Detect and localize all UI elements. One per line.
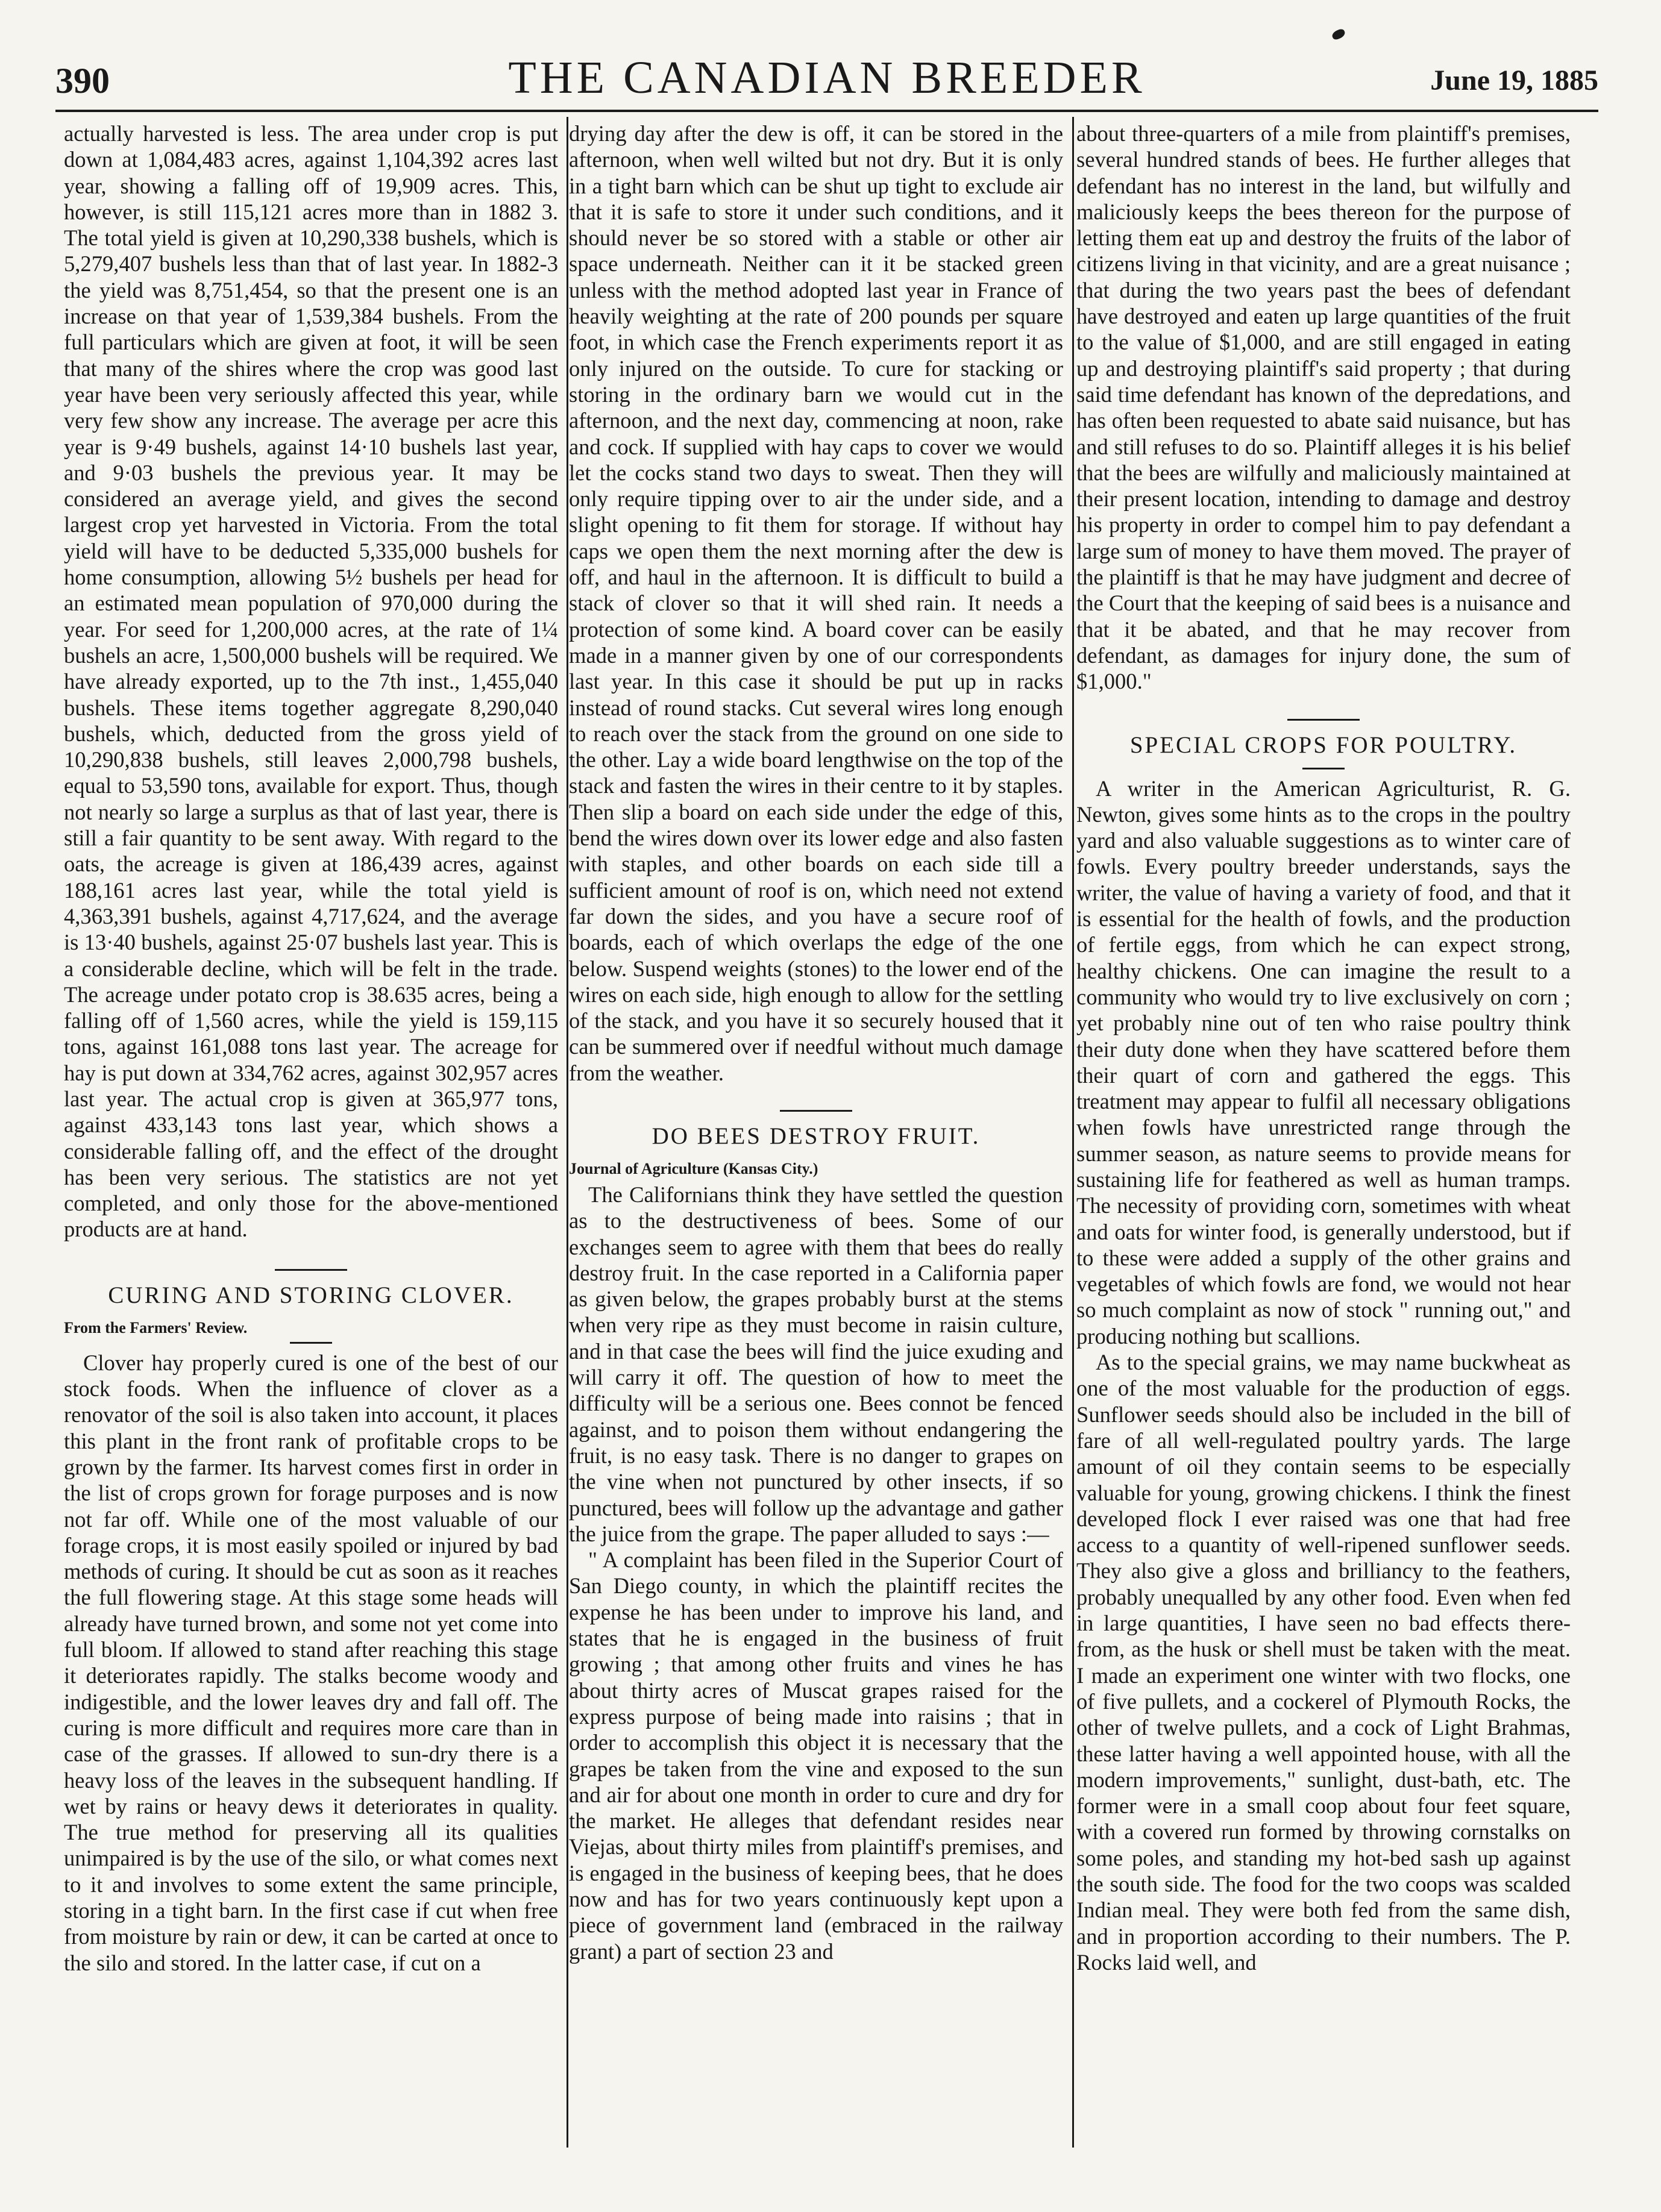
bees-complaint-continuation: about three-quarters of a mile from plaintiff's premises, several hundred stands of bees. He further alleges that defendant has no interest in the land, but wilfully and maliciously keeps the bees thereon for the purpose of letting them eat up and destroy the fruits of the labor of citizens living in that vicinity, and are a great nuisance ; that during the two years past the bees of defendant have destroyed and eaten up large quantities of the fruit to the value of $1,000, and are still engaged in eating up and destroying plaintiff's said property ; that during said time defendant has known of the depredations, and has often been requested to abate said nuisance, but has and still refuses to do so. Plaintiff alleges it is his belief that the bees are wilfully and maliciously maintained at their present location, intending to damage and destroy his property in order to compel him to pay defendant a large sum of money to have them moved. The prayer of the plaintiff is that he may have judgment and decree of the Court that the keeping of said bees is a nuisance and that it be abated, and that he may recover from defendant, as damages for injury done, the sum of $1,000."	[1076, 121, 1571, 694]
column-rule-2	[1072, 117, 1074, 2148]
masthead-title: THE CANADIAN BREEDER	[508, 52, 1146, 103]
clover-article-source: From the Farmers' Review.	[64, 1318, 248, 1336]
victoria-crops-paragraph: actually harvested is less. The area under crop is put down at 1,084,483 acres, against 1,104,392 acres last year, showing a falling off of 19,909 acres. This, however, is still 115,121 acres more than in 1882 3. The total yield is given at 10,290,338 bushels, which is 5,279,407 bushels less than that of last year. In 1882-3 the yield was 8,751,454, so that the present one is an increase on that year of 1,539,384 bushels. From the full particulars which are given at foot, it will be seen that many of the shires where the crop was good last year have been very seriously affected this year, while very few show any increase. The average per acre this year is 9·49 bushels, against 14·10 bushels last year, and 9·03 bushels the previous year. It may be considered an average yield, and gives the second largest crop yet harvested in Victoria. From the total yield will have to be deducted 5,335,000 bushels for home consumption, allowing 5½ bushels per head for an estimated mean population of 970,000 during the year. For seed for 1,200,000 acres, at the rate of 1¼ bushels an acre, 1,500,000 bushels will be required. We have already exported, up to the 7th inst., 1,455,040 bushels. These items together aggregate 8,290,040 bushels, which, deducted from the gross yield of 10,290,838 bushels, still leaves 2,000,798 bushels, equal to 53,590 tons, available for export. Thus, though not nearly so large a surplus as that of last year, there is still a fair quantity to be sent away. With regard to the oats, the acreage is given at 186,439 acres, against 188,161 acres last year, while the total yield is 4,363,391 bushels, against 4,717,624, and the average is 13·40 bushels, against 25·07 bushels last year. This is a considerable decline, which will be felt in the trade. The acreage under potato crop is 38.635 acres, being a falling off of 1,560 acres, while the yield is 159,115 tons, against 161,088 tons last year. The acreage for hay is put down at 334,762 acres, against 302,957 acres last year. The actual crop is given at 365,977 tons, against 433,143 tons last year, which shows a considerable falling off, and the effect of the drought has been very serious. The statistics are not yet completed, and only those for the above-mentioned products are at hand.	[64, 121, 558, 1242]
poultry-paragraph-2: As to the special grains, we may name buckwheat as one of the most valuable for the production of eggs. Sunflower seeds should also be included in the bill of fare of all well-regulated poultry yards. The large amount of oil they contain seems to be especially valuable for young, growing chickens. I think the finest developed flock I ever raised was one that had free access to a quantity of well-ripened sunflower seeds. They also give a gloss and brilliancy to the feathers, probably unequalled by any other food. Even when fed in large quantities, I have seen no bad effects there-from, as the husk or shell must be taken with the meat. I made an experiment one winter with two flocks, one of five pullets, and a cockerel of Plymouth Rocks, the other of twelve pullets, and a cock of Light Brahmas, these latter having a well appointed house, with all the modern improvements," sunlight, dust-bath, etc. The former were in a small coop about four feet square, with a covered run formed by throwing cornstalks on some poles, and standing my hot-bed sash up against the south side. The food for the two coops was scalded Indian meal. They were both fed from the same dish, and in proportion according to their numbers. The P. Rocks laid well, and	[1076, 1350, 1571, 1975]
byline-rule	[290, 1342, 332, 1344]
issue-date: June 19, 1885	[1430, 64, 1598, 96]
page-number: 390	[55, 61, 110, 101]
bees-article-heading: DO BEES DESTROY FRUIT.	[652, 1123, 981, 1149]
column-rule-1	[567, 117, 568, 2148]
bees-article-source: Journal of Agriculture (Kansas City.)	[569, 1159, 818, 1177]
poultry-article-heading: SPECIAL CROPS FOR POULTRY.	[1129, 732, 1518, 758]
clover-article-heading: CURING AND STORING CLOVER.	[108, 1282, 514, 1308]
ink-blot	[1331, 28, 1346, 41]
section-rule	[1287, 719, 1360, 721]
section-rule	[780, 1110, 852, 1112]
column-1	[64, 121, 558, 2187]
column-2	[569, 121, 1063, 2187]
header-rule	[55, 110, 1598, 112]
clover-paragraph: Clover hay properly cured is one of the best of our stock foods. When the influence of clover as a renovator of the soil is also taken into account, it places this plant in the front rank of profitable crops to be grown by the farmer. Its harvest comes first in order in the list of crops grown for forage purposes and is now not far off. While one of the most valuable of our forage crops, it is most easily spoiled or injured by bad methods of curing. It should be cut as soon as it reaches the full flowering stage. At this stage some heads will already have turned brown, and some not yet come into full bloom. If allowed to stand after reaching this stage it deteriorates rapidly. The stalks become woody and indigestible, and the lower leaves dry and fall off. The curing is more difficult and requires more care than in case of the grasses. If allowed to sun-dry there is a heavy loss of the leaves in the subsequent handling. If wet by rains or heavy dews it deteriorates in quality. The true method for preserving all its qualities unimpaired is by the use of the silo, or what comes next to it and involves to some extent the same principle, storing in a tight barn. In the first case if cut when free from moisture by rain or dew, it can be carted at once to the silo and stored. In the latter case, if cut on a	[64, 1350, 558, 1975]
clover-continuation-paragraph: drying day after the dew is off, it can be stored in the afternoon, when well wilted but not dry. But it is only in a tight barn which can be shut up tight to exclude air that it is safe to store it under such conditions, and it should never be so stored with a stable or other air space underneath. Neither can it it be stacked green unless with the method adopted last year in France of heavily weighting at the rate of 200 pounds per square foot, in which case the French experiments report it as only injured on the outside. To cure for stacking or storing in the ordinary barn we would cut in the afternoon, and the next day, commencing at noon, rake and cock. If supplied with hay caps to cover we would let the cocks stand two days to sweat. Then they will only require tipping over to air the under side, and a slight opening to fit them for storage. If without hay caps we open them the next morning after the dew is off, and haul in the afternoon. It is difficult to build a stack of clover so that it will shed rain. It needs a protection of some kind. A board cover can be easily made in a manner given by one of our correspondents last year. In this case it should be put up in racks instead of round stacks. Cut several wires long enough to reach over the stack from the ground on one side to the other. Lay a wide board lengthwise on the top of the stack and fasten the wires in their centre to it by staples. Then slip a board on each side under the edge of this, bend the wires down over its lower edge and also fasten with staples, and other boards on each side till a sufficient amount of roof is on, which need not extend far down the sides, and you have a secure roof of boards, each of which overlaps the edge of the one below. Suspend weights (stones) to the lower end of the wires on each side, high enough to allow for the settling of the stack, and you have it so securely housed that it can be summered over if needful without much damage from the weather.	[569, 121, 1063, 1085]
column-3	[1076, 121, 1571, 2187]
section-rule	[275, 1269, 347, 1271]
bees-intro-paragraph: The Californians think they have settled the question as to the destructiveness of bees. Some of our exchanges seem to agree with them that bees do really destroy fruit. In the case reported in a California paper as given below, the grapes probably burst at the stems when very ripe as they must become in raisin culture, and in that case the bees will find the juice exuding and will carry it off. The question of how to meet the difficulty will be a serious one. Bees connot be fenced against, and to poison them without endangering the fruit, is no easy task. There is no danger to grapes on the vine when not punctured by other insects, if so punctured, bees will follow up the advantage and gather the juice from the grape. The paper alluded to says :—	[569, 1182, 1063, 1546]
poultry-paragraph-1: A writer in the American Agriculturist, R. G. Newton, gives some hints as to the crops in the poultry yard and also valuable suggestions as to winter care of fowls. Every poultry breeder understands, says the writer, the value of having a variety of food, and that it is essential for the health of fowls, and the production of fertile eggs, from which he can expect strong, healthy chickens. One can imagine the result to a community who would try to live exclusively on corn ; yet probably nine out of ten who raise poultry think their duty done when they have scattered before them their quart of corn and gathered the eggs. This treatment may appear to fulfil all necessary obligations when fowls have unrestricted range through the summer season, as nature seems to provide means for sustaining life for feathered as well as human tramps. The necessity of providing corn, sometimes with wheat and oats for winter food, is generally understood, but if to these were added a supply of the other grains and vegetables of which fowls are fond, we would not hear so much complaint as now of stock " running out," and producing nothing but scallions.	[1076, 775, 1571, 1349]
heading-rule	[1302, 768, 1345, 769]
bees-complaint-paragraph: " A complaint has been filed in the Superior Court of San Diego county, in which the plaintiff recites the expense he has been under to improve his land, and states that he is engaged in the business of fruit growing ; that among other fruits and vines he has about thirty acres of Muscat grapes raised for the express purpose of being made into raisins ; that in order to accomplish this object it is necessary that the grapes be taken from the vine and exposed to the sun and air for about one month in order to cure and dry for the market. He alleges that defendant resides near Viejas, about thirty miles from plaintiff's premises, and is engaged in the business of keeping bees, that he does now and has for two years continuously kept upon a piece of government land (embraced in the railway grant) a part of section 23 and	[569, 1547, 1063, 1964]
running-head	[55, 52, 1598, 107]
